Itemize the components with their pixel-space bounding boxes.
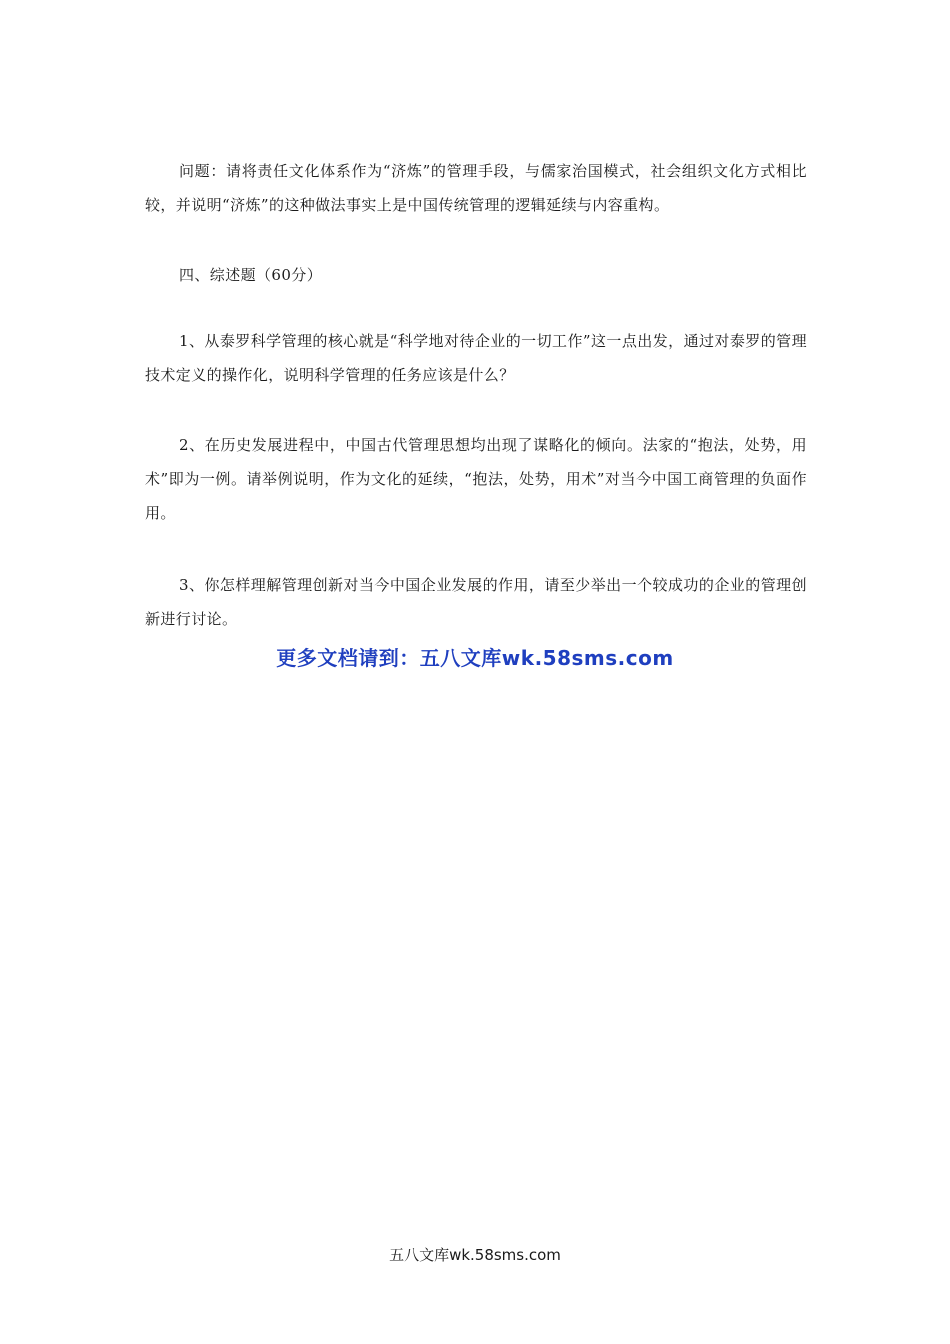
section-heading: 四、综述题（60分） bbox=[179, 266, 323, 284]
essay-question-2: 2、在历史发展进程中，中国古代管理思想均出现了谋略化的倾向。法家的“抱法，处势，用术”即为一例。请举例说明，作为文化的延续，“抱法，处势，用术”对当今中国工商管理的负面作用。 bbox=[145, 436, 807, 522]
essay-question-3: 3、你怎样理解管理创新对当今中国企业发展的作用，请至少举出一个较成功的企业的管理创新进行讨论。 bbox=[145, 576, 807, 628]
promo-link[interactable]: 更多文档请到：五八文库wk.58sms.com bbox=[276, 646, 674, 670]
question-paragraph: 问题：请将责任文化体系作为“济炼”的管理手段，与儒家治国模式，社会组织文化方式相比较，并说明“济炼”的这种做法事实上是中国传统管理的逻辑延续与内容重构。 bbox=[145, 162, 807, 214]
essay-question-1: 1、从泰罗科学管理的核心就是“科学地对待企业的一切工作”这一点出发，通过对泰罗的管理技术定义的操作化，说明科学管理的任务应该是什么？ bbox=[145, 332, 807, 384]
page-footer: 五八文库wk.58sms.com bbox=[389, 1246, 561, 1264]
